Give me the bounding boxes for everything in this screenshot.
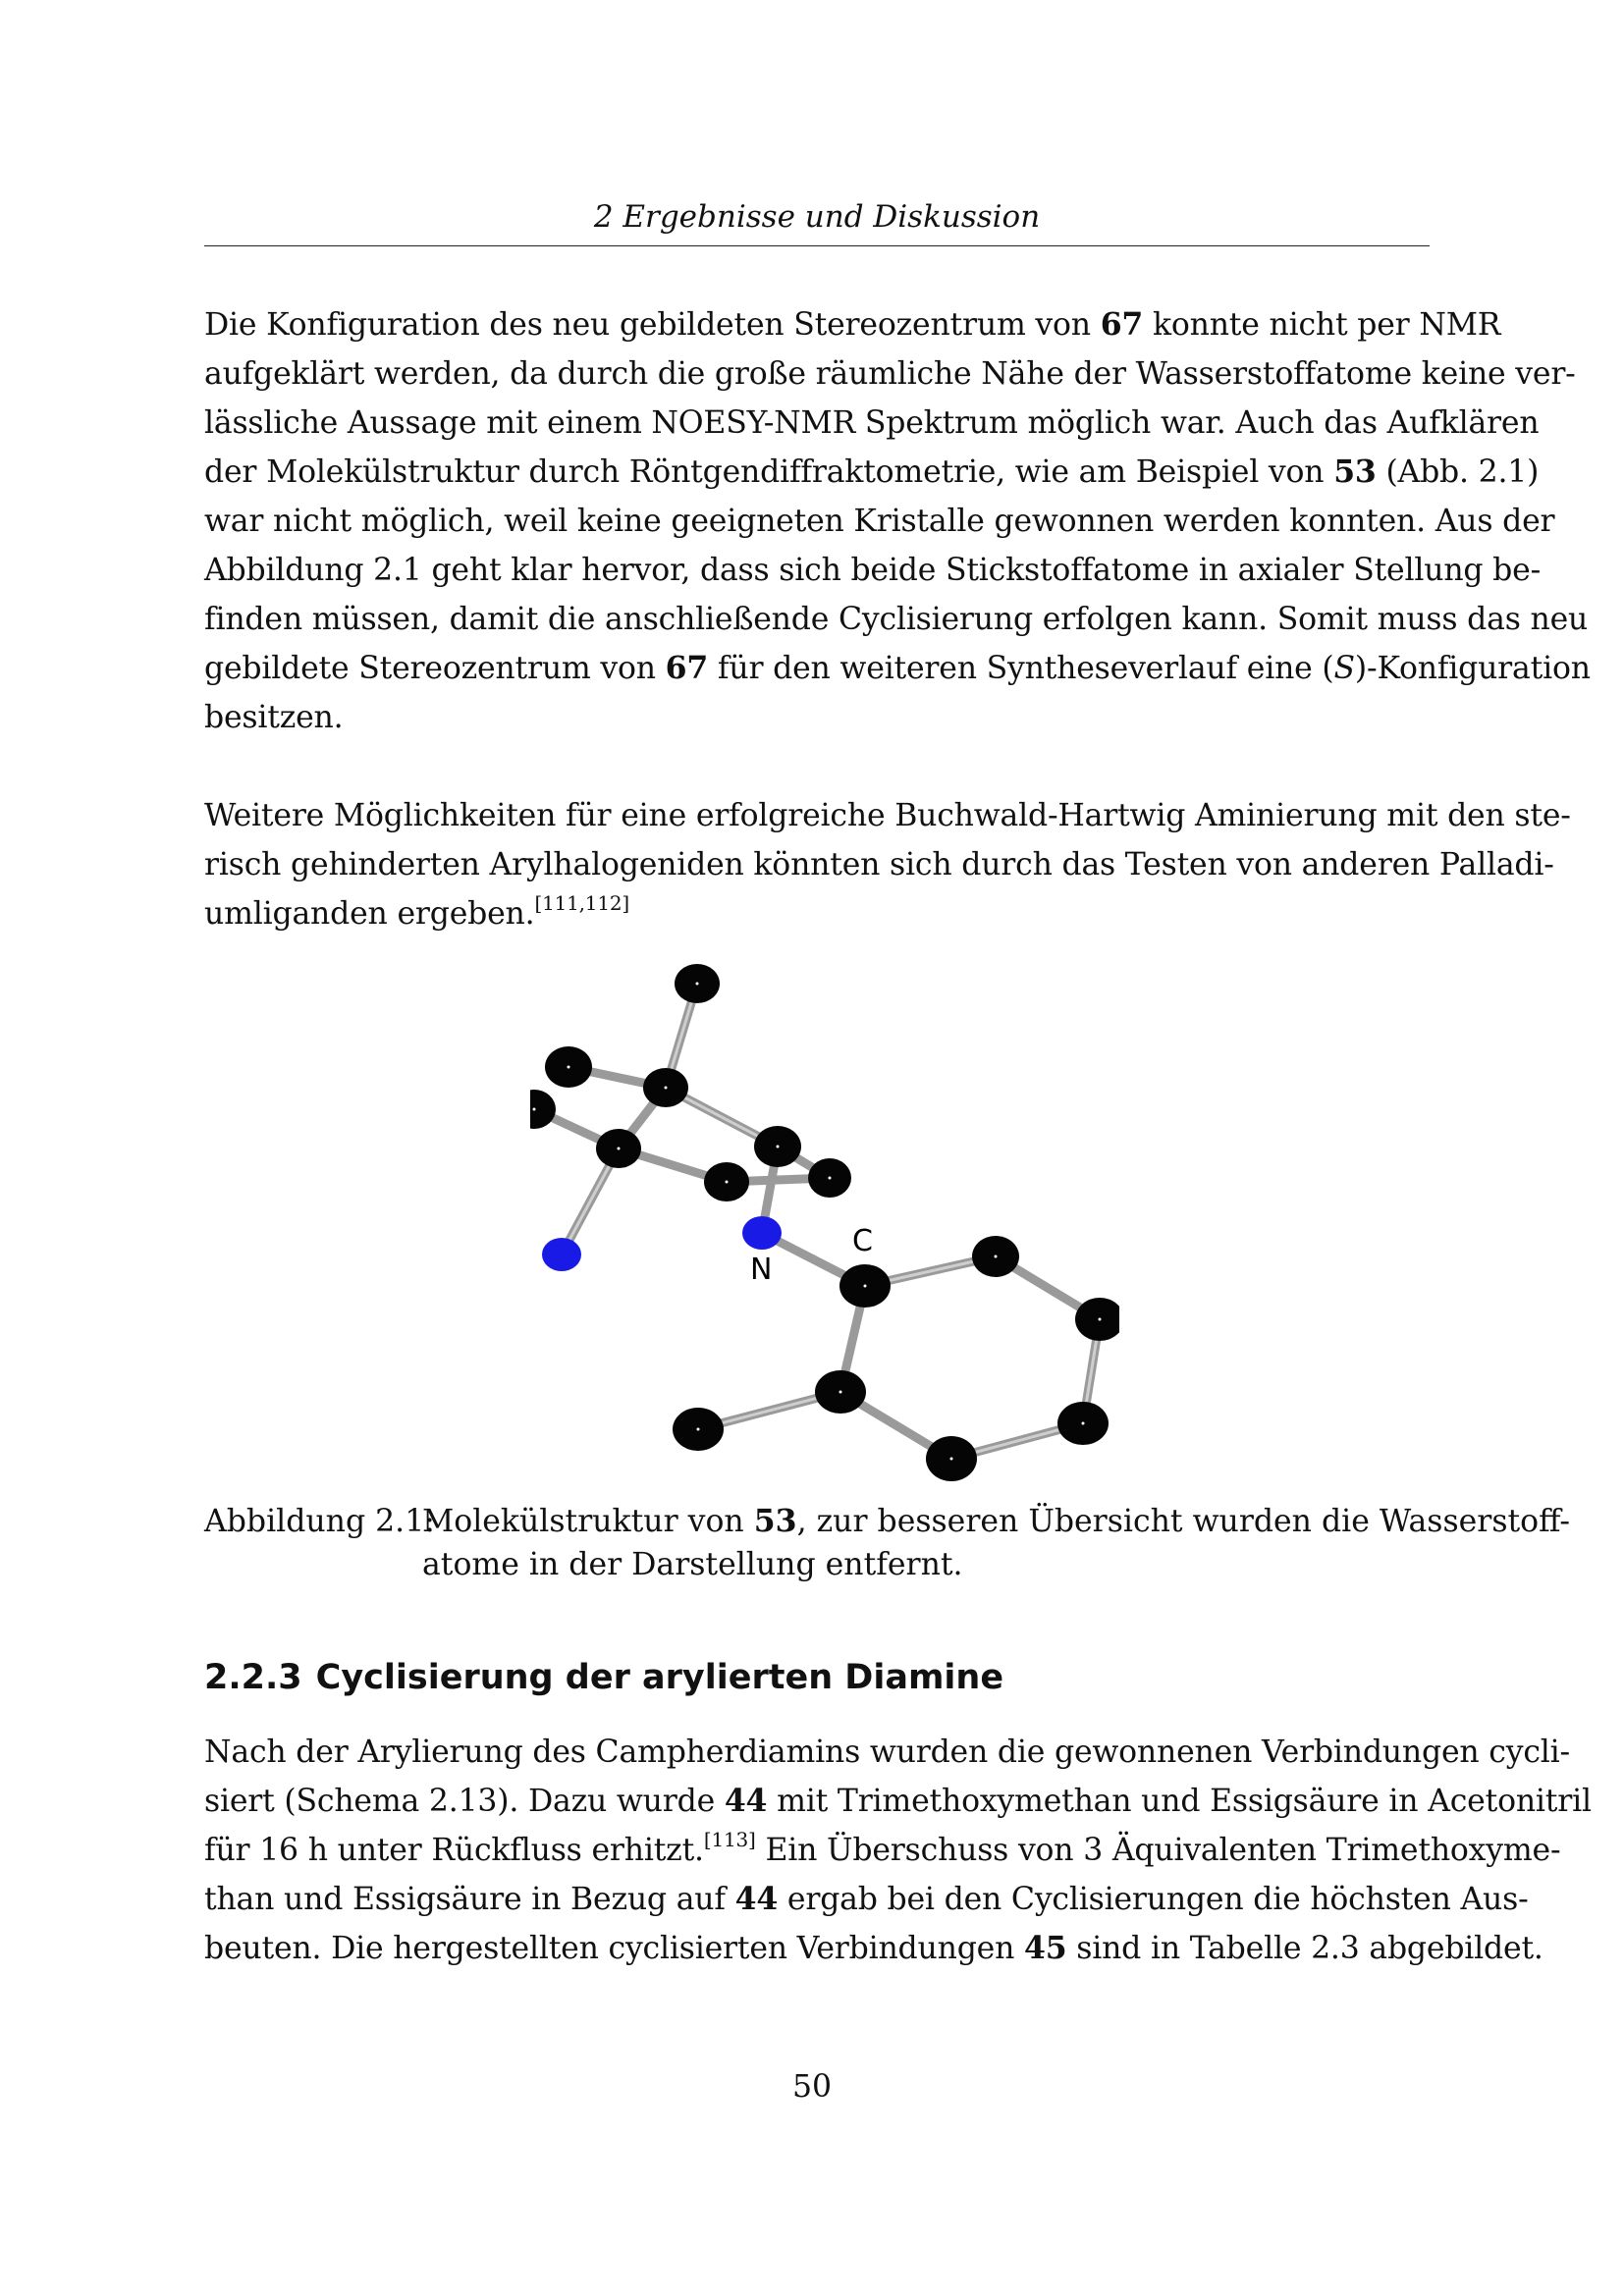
compound-ref: 44 <box>724 1783 768 1819</box>
text-line <box>204 889 1430 938</box>
compound-ref: 67 <box>1100 306 1144 343</box>
text-run: für 16 h unter Rückfluss erhitzt. <box>204 1833 704 1868</box>
nitrogen-atom <box>542 1238 581 1271</box>
text-line: atome in der Darstellung entfernt. <box>422 1547 963 1582</box>
section-heading <box>204 1655 1003 1700</box>
caption-text <box>422 1500 1571 1586</box>
compound-ref: 44 <box>734 1881 779 1917</box>
text-line: aufgeklärt werden, da durch die große räumliche Nähe der Wasserstoffatome keine ver- <box>204 356 1576 392</box>
text-line: besitzen. <box>204 700 344 735</box>
text-line <box>204 644 1591 693</box>
caption-label: Abbildung 2.1: <box>204 1504 435 1539</box>
section-number: 2.2.3 <box>204 1658 302 1697</box>
molecule-figure <box>530 954 1119 1484</box>
text-line <box>204 448 1540 497</box>
molecule-structure-image <box>530 954 1119 1484</box>
compound-ref: 53 <box>753 1503 797 1539</box>
atom-label-n: N <box>750 1253 773 1287</box>
text-run: (Abb. 2.1) <box>1376 454 1540 490</box>
text-run: konnte nicht per NMR <box>1143 307 1501 343</box>
section-title-text: Cyclisierung der arylierten Diamine <box>315 1658 1004 1697</box>
text-run: Molekülstruktur von <box>422 1504 754 1539</box>
text-run: siert (Schema 2.13). Dazu wurde <box>204 1784 725 1819</box>
compound-ref: 45 <box>1024 1930 1067 1966</box>
text-run: umliganden ergeben. <box>204 896 535 932</box>
text-run: Ein Überschuss von 3 Äquivalenten Trimethoxyme- <box>755 1833 1561 1868</box>
text-line: Abbildung 2.1 geht klar hervor, dass sich beide Stickstoffatome in axialer Stellung be- <box>204 553 1542 588</box>
text-line <box>204 1826 1561 1875</box>
text-run: )-Konfiguration <box>1354 651 1591 686</box>
compound-ref: 53 <box>1333 454 1377 490</box>
page-number: 50 <box>791 2069 833 2105</box>
text-line: Nach der Arylierung des Campherdiamins wurden die gewonnenen Verbindungen cycli- <box>204 1735 1570 1770</box>
atoms <box>530 964 1119 1481</box>
nitrogen-atom <box>742 1216 782 1250</box>
text-line: lässliche Aussage mit einem NOESY-NMR Spektrum möglich war. Auch das Aufklären <box>204 405 1540 441</box>
text-run: sind in Tabelle 2.3 abgebildet. <box>1066 1931 1543 1966</box>
text-line <box>204 1924 1543 1973</box>
running-title: 2 Ergebnisse und Diskussion <box>593 199 1041 235</box>
paragraph-buchwald <box>204 791 1571 938</box>
text-line: war nicht möglich, weil keine geeigneten Kristalle gewonnen werden konnten. Aus der <box>204 504 1555 539</box>
text-line <box>204 1875 1529 1924</box>
text-run: , zur besseren Übersicht wurden die Wasserstoff- <box>796 1504 1571 1539</box>
text-line <box>204 1777 1592 1826</box>
stereo-descriptor: S <box>1333 651 1355 686</box>
atom-label-c: C <box>852 1224 873 1258</box>
paragraph-configuration <box>204 300 1591 742</box>
text-run: mit Trimethoxymethan und Essigsäure in Acetonitril <box>767 1784 1592 1819</box>
text-run: der Molekülstruktur durch Röntgendiffraktometrie, wie am Beispiel von <box>204 454 1334 490</box>
text-line: Weitere Möglichkeiten für eine erfolgreiche Buchwald-Hartwig Aminierung mit den ste- <box>204 798 1571 833</box>
paragraph-cyclisation <box>204 1728 1592 1973</box>
text-run: Die Konfiguration des neu gebildeten Stereozentrum von <box>204 307 1101 343</box>
text-line: finden müssen, damit die anschließende Cyclisierung erfolgen kann. Somit muss das neu <box>204 602 1589 637</box>
text-line <box>204 300 1501 349</box>
citation: [111,112] <box>534 891 629 915</box>
text-line: risch gehinderten Arylhalogeniden könnten sich durch das Testen von anderen Palladi- <box>204 847 1554 882</box>
citation: [113] <box>703 1828 756 1851</box>
running-header <box>204 190 1430 246</box>
text-run: beuten. Die hergestellten cyclisierten Verbindungen <box>204 1931 1024 1966</box>
text-line <box>422 1500 1571 1543</box>
text-run: ergab bei den Cyclisierungen die höchsten Aus- <box>778 1882 1529 1917</box>
text-run: für den weiteren Syntheseverlauf eine ( <box>708 651 1334 686</box>
text-run: than und Essigsäure in Bezug auf <box>204 1882 735 1917</box>
text-run: gebildete Stereozentrum von <box>204 651 666 686</box>
compound-ref: 67 <box>665 650 709 686</box>
